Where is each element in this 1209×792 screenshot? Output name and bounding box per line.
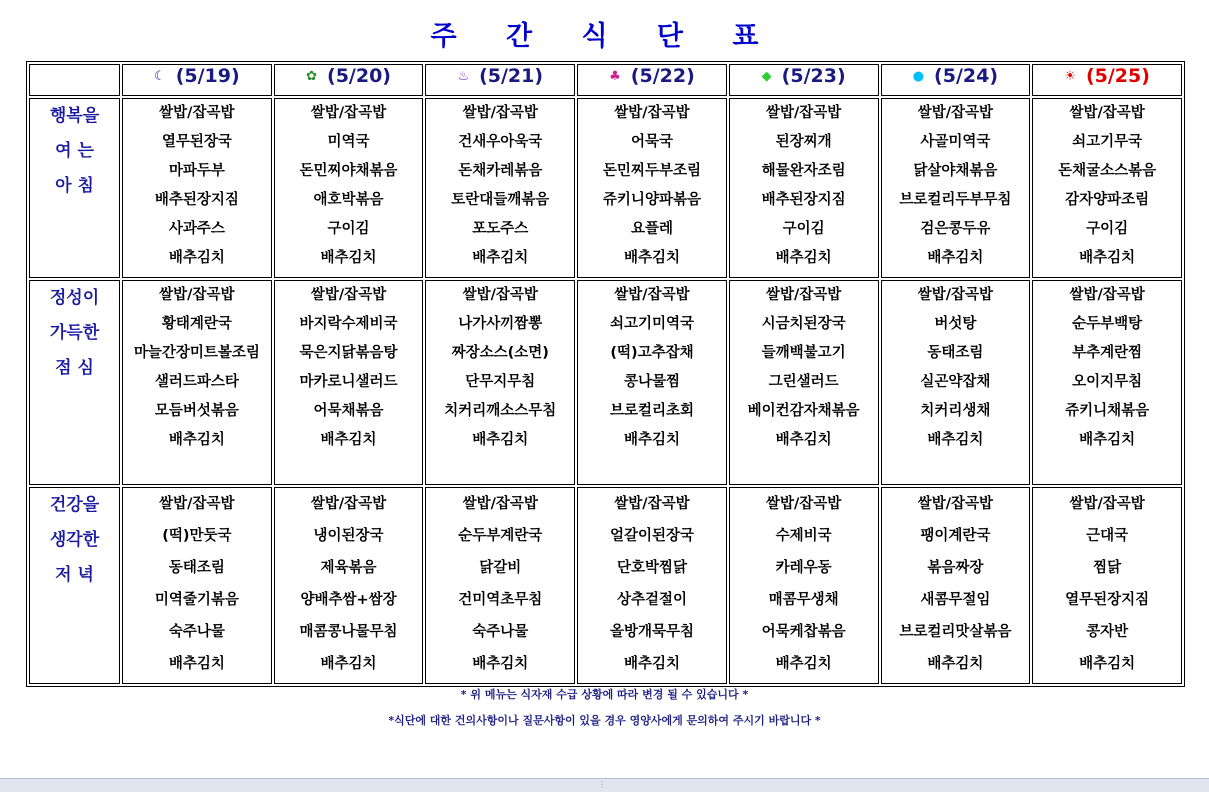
menu-item: 배추김치: [623, 432, 680, 448]
menu-item: 쌀밥/잡곡밥: [310, 287, 387, 303]
gold-icon: ◆: [761, 69, 772, 84]
notice-inquiry: *식단에 대한 건의사항이나 질문사항이 있을 경우 영양사에게 문의하여 주시기 바랍니다 *: [388, 714, 821, 727]
menu-item: 샐러드파스타: [154, 374, 239, 390]
menu-item: 쌀밥/잡곡밥: [765, 496, 842, 512]
menu-cell: [122, 280, 272, 485]
day-header-fri: [729, 64, 879, 96]
menu-item: 구이김: [782, 221, 825, 237]
menu-item: 배추된장지짐: [154, 192, 239, 208]
day-date: (5/21): [479, 65, 544, 87]
menu-item: 숙주나물: [472, 624, 529, 640]
lunch-row: [29, 280, 1182, 485]
menu-item: 그린샐러드: [768, 374, 839, 390]
menu-item: 브로컬리두부무침: [899, 192, 1012, 208]
menu-item: 버섯탕: [934, 316, 977, 332]
menu-item: 쥬키니채볶음: [1065, 403, 1150, 419]
menu-item: 배추김치: [168, 656, 225, 672]
menu-item: 구이김: [1086, 221, 1129, 237]
menu-cell: [425, 280, 575, 485]
menu-cell: [881, 98, 1031, 278]
day-header-thu: [577, 64, 727, 96]
menu-item: 배추김치: [168, 250, 225, 266]
menu-item: 모듬버섯볶음: [154, 403, 239, 419]
menu-item: 베이컨감자채볶음: [747, 403, 860, 419]
menu-item: 쌀밥/잡곡밥: [159, 105, 235, 121]
weekly-menu-table: [26, 61, 1185, 687]
menu-item: 새콤무절임: [920, 592, 991, 608]
menu-item: 쌀밥/잡곡밥: [1069, 496, 1145, 512]
menu-item: 얼갈이된장국: [609, 528, 694, 544]
menu-cell: [1032, 487, 1182, 684]
menu-item: 순두부계란국: [458, 528, 543, 544]
menu-item: 치커리생채: [920, 403, 991, 419]
menu-item: 쌀밥/잡곡밥: [1069, 287, 1145, 303]
menu-item: 사과주스: [168, 221, 225, 237]
menu-item: 마카로니샐러드: [299, 374, 398, 390]
menu-item: 순두부백탕: [1072, 316, 1143, 332]
menu-item: 쌀밥/잡곡밥: [159, 287, 235, 303]
menu-item: 감자양파조림: [1065, 192, 1150, 208]
menu-item: 매콤콩나물무침: [299, 624, 398, 640]
flower-icon: ✿: [306, 69, 318, 84]
menu-item: 브로컬리초회: [609, 403, 694, 419]
menu-item: 부추계란찜: [1072, 345, 1143, 361]
menu-item: 양배추쌈+쌈장: [300, 592, 397, 608]
menu-cell: [577, 98, 727, 278]
menu-item: 배추김치: [472, 432, 529, 448]
day-header-wed: [425, 64, 575, 96]
day-date: (5/19): [175, 65, 240, 87]
menu-cell: [881, 487, 1031, 684]
day-date: (5/24): [934, 65, 999, 87]
menu-item: 해물완자조림: [761, 163, 846, 179]
menu-cell: [274, 487, 424, 684]
menu-cell: [425, 487, 575, 684]
tree-icon: ♣: [609, 69, 621, 84]
day-header-sat: [881, 64, 1031, 96]
earth-icon: ●: [912, 69, 925, 84]
resize-grip-icon[interactable]: ⋮: [598, 780, 606, 789]
menu-item: 배추김치: [1079, 656, 1136, 672]
menu-cell: [425, 98, 575, 278]
menu-item: 된장찌개: [775, 134, 832, 150]
day-date: (5/23): [781, 65, 846, 87]
menu-item: 쌀밥/잡곡밥: [462, 496, 538, 512]
menu-item: 동태조림: [927, 345, 984, 361]
menu-item: 배추김치: [1079, 432, 1136, 448]
menu-item: 나가사끼짬뽕: [458, 316, 543, 332]
menu-item: 닭갈비: [479, 560, 522, 576]
menu-cell: [1032, 280, 1182, 485]
menu-item: 쌀밥/잡곡밥: [765, 105, 842, 121]
moon-icon: ☾: [154, 69, 166, 84]
menu-item: 볶음짜장: [927, 560, 984, 576]
menu-cell: [577, 280, 727, 485]
menu-item: 들깨백불고기: [761, 345, 846, 361]
menu-item: 쌀밥/잡곡밥: [917, 105, 994, 121]
menu-item: 근대국: [1086, 528, 1129, 544]
menu-item: 사골미역국: [920, 134, 991, 150]
menu-cell: [122, 98, 272, 278]
flame-icon: ♨: [457, 69, 470, 84]
menu-item: 콩나물찜: [623, 374, 680, 390]
menu-item: 토란대들깨볶음: [451, 192, 550, 208]
menu-item: 단호박찜닭: [616, 560, 687, 576]
menu-item: 바지락수제비국: [299, 316, 398, 332]
menu-item: 돈민찌두부조림: [602, 163, 701, 179]
day-header-row: [29, 64, 1182, 96]
menu-item: 쌀밥/잡곡밥: [462, 287, 538, 303]
dinner-row: [29, 487, 1182, 684]
menu-item: 치커리깨소스무침: [444, 403, 557, 419]
menu-item: 열무된장지짐: [1065, 592, 1150, 608]
breakfast-row: [29, 98, 1182, 278]
menu-item: 쌀밥/잡곡밥: [614, 105, 690, 121]
menu-item: 쌀밥/잡곡밥: [310, 105, 387, 121]
menu-item: 제육볶음: [320, 560, 377, 576]
menu-item: 콩자반: [1086, 624, 1129, 640]
menu-cell: [729, 487, 879, 684]
menu-item: 배추된장지짐: [761, 192, 846, 208]
menu-item: 미역국: [327, 134, 370, 150]
menu-item: 시금치된장국: [761, 316, 846, 332]
menu-item: (떡)고추잡채: [610, 345, 694, 361]
menu-item: 어묵채볶음: [313, 403, 384, 419]
meal-label: 행복을 여 는 아 침: [29, 98, 120, 278]
menu-item: 배추김치: [927, 432, 984, 448]
menu-item: 마늘간장미트볼조림: [133, 345, 260, 361]
day-date: (5/20): [327, 65, 391, 87]
menu-item: 건미역초무침: [458, 592, 543, 608]
menu-item: 배추김치: [320, 250, 377, 266]
menu-item: 배추김치: [168, 432, 225, 448]
menu-item: 쌀밥/잡곡밥: [917, 496, 994, 512]
meal-label: 건강을 생각한 저 녁: [29, 487, 120, 684]
menu-item: 카레우동: [775, 560, 832, 576]
corner-cell: [29, 64, 120, 96]
menu-item: 쌀밥/잡곡밥: [614, 287, 690, 303]
menu-item: 배추김치: [623, 250, 680, 266]
menu-item: 요플레: [630, 221, 673, 237]
menu-item: 닭살야채볶음: [913, 163, 998, 179]
menu-cell: [729, 280, 879, 485]
menu-item: 구이김: [327, 221, 370, 237]
menu-item: 쌀밥/잡곡밥: [917, 287, 994, 303]
menu-item: 열무된장국: [161, 134, 232, 150]
menu-cell: [274, 98, 424, 278]
menu-item: 쇠고기미역국: [609, 316, 694, 332]
menu-item: 실곤약잡채: [920, 374, 991, 390]
menu-item: 올방개묵무침: [609, 624, 694, 640]
menu-item: 쌀밥/잡곡밥: [310, 496, 387, 512]
menu-item: 배추김치: [775, 432, 832, 448]
menu-cell: [274, 280, 424, 485]
menu-item: 돈민찌야채볶음: [299, 163, 398, 179]
menu-item: 팽이계란국: [920, 528, 991, 544]
day-date: (5/22): [630, 65, 695, 87]
menu-item: 배추김치: [775, 656, 832, 672]
menu-item: 쌀밥/잡곡밥: [1069, 105, 1145, 121]
menu-item: 상추겉절이: [616, 592, 687, 608]
menu-item: 찜닭: [1093, 560, 1122, 576]
menu-cell: [881, 280, 1031, 485]
menu-item: 배추김치: [472, 250, 529, 266]
menu-item: 짜장소스(소면): [451, 345, 549, 361]
day-header-mon: [122, 64, 272, 96]
menu-item: 배추김치: [472, 656, 529, 672]
sun-icon: ☀: [1064, 69, 1076, 84]
menu-item: 매콤무생채: [768, 592, 839, 608]
menu-item: 돈채카레볶음: [458, 163, 543, 179]
menu-item: 쌀밥/잡곡밥: [462, 105, 538, 121]
menu-item: 마파두부: [168, 163, 225, 179]
menu-item: 쌀밥/잡곡밥: [614, 496, 690, 512]
menu-item: 수제비국: [775, 528, 832, 544]
menu-item: 배추김치: [927, 250, 984, 266]
menu-item: 미역줄기볶음: [154, 592, 239, 608]
menu-item: 묵은지닭볶음탕: [299, 345, 398, 361]
menu-cell: [122, 487, 272, 684]
menu-item: 배추김치: [320, 432, 377, 448]
menu-item: 쥬키니양파볶음: [602, 192, 701, 208]
day-date: (5/25): [1085, 65, 1150, 87]
menu-item: (떡)만둣국: [162, 528, 232, 544]
menu-item: 단무지무침: [465, 374, 536, 390]
menu-item: 돈채굴소스볶음: [1058, 163, 1157, 179]
menu-item: 쌀밥/잡곡밥: [159, 496, 235, 512]
day-header-tue: [274, 64, 424, 96]
menu-item: 검은콩두유: [920, 221, 991, 237]
menu-cell: [577, 487, 727, 684]
menu-item: 어묵케찹볶음: [761, 624, 846, 640]
menu-item: 쌀밥/잡곡밥: [765, 287, 842, 303]
page-title: 주 간 식 단 표: [430, 21, 779, 52]
menu-item: 배추김치: [1079, 250, 1136, 266]
meal-label: 정성이 가득한 점 심: [29, 280, 120, 485]
menu-item: 포도주스: [472, 221, 529, 237]
menu-item: 애호박볶음: [313, 192, 384, 208]
menu-item: 냉이된장국: [313, 528, 384, 544]
menu-item: 동태조림: [168, 560, 225, 576]
menu-item: 숙주나물: [168, 624, 225, 640]
menu-item: 건새우아욱국: [458, 134, 543, 150]
menu-item: 황태계란국: [161, 316, 232, 332]
menu-item: 배추김치: [623, 656, 680, 672]
status-bar: [0, 778, 1209, 792]
menu-item: 배추김치: [320, 656, 377, 672]
menu-item: 배추김치: [775, 250, 832, 266]
menu-cell: [729, 98, 879, 278]
menu-item: 쇠고기무국: [1072, 134, 1143, 150]
menu-item: 오이지무침: [1072, 374, 1143, 390]
menu-item: 배추김치: [927, 656, 984, 672]
menu-cell: [1032, 98, 1182, 278]
menu-item: 브로컬리맛살볶음: [899, 624, 1012, 640]
notice-menu-change: * 위 메뉴는 식자재 수급 상황에 따라 변경 될 수 있습니다 *: [460, 688, 749, 701]
menu-item: 어묵국: [630, 134, 673, 150]
day-header-sun: [1032, 64, 1182, 96]
